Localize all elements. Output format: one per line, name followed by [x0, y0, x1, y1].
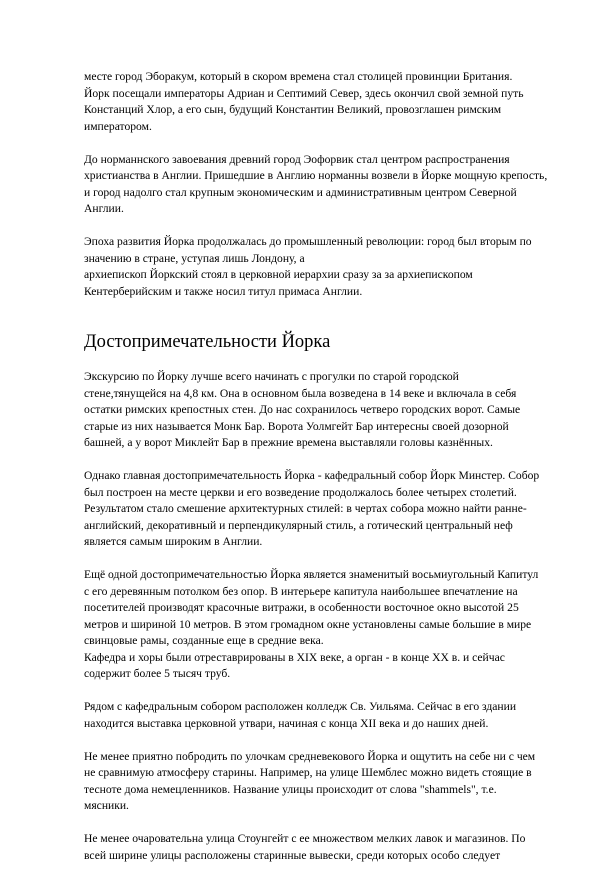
- text-line: месте город Эборакум, который в скором времена стал столицей провинции Британия.: [84, 70, 513, 83]
- text-line: свинцовые рамы, созданные еще в средние века.: [84, 634, 324, 647]
- text-line: английский, декоративный и перпендикулярный стиль, а готический центральный неф: [84, 518, 513, 532]
- text-line: стене,тянущейся на 4,8 км. Она в основном была возведена в 14 веке и включала в себя: [84, 386, 517, 400]
- paragraph-chapter-house: [84, 567, 556, 683]
- paragraph-city-walls: [84, 369, 556, 452]
- text-line: Рядом с кафедральным собором расположен колледж Св. Уильяма. Сейчас в его здании: [84, 700, 517, 713]
- text-line: архиепископ Йоркский стоял в церковной иерархии сразу за за архиепископом: [84, 268, 473, 281]
- text-line: Не менее приятно побродить по улочкам средневекового Йорка и ощутить на себе ни с чем: [84, 749, 536, 763]
- text-line: метров и шириной 10 метров. В этом громадном окне установлены самые большие в мире: [84, 617, 532, 631]
- text-line: старые из них называется Монк Бар. Ворота Уолмгейт Бар интересны своей дозорной: [84, 419, 509, 433]
- text-line: находится выставка церковной утвари, начиная с конца XII века и до наших дней.: [84, 716, 489, 730]
- text-line: До норманнского завоевания древний город Эофорвик стал центром распространения: [84, 152, 510, 166]
- text-line: остатки римских крепостных стен. До нас сохранилось четверо городских ворот. Самые: [84, 403, 521, 416]
- text-line: Кафедра и хоры были отреставрированы в XIX веке, а орган - в конце XX в. и сейчас: [84, 650, 505, 664]
- paragraph-york-minster: [84, 468, 556, 551]
- text-line: Констанций Хлор, а его сын, будущий Константин Великий, провозглашен римским: [84, 103, 502, 116]
- text-line: был построен на месте церкви и его возведение продолжалось более четырех столетий.: [84, 485, 517, 499]
- text-line: и город надолго стал крупным экономическим и административным центром Северной: [84, 185, 517, 199]
- text-line: Англии.: [84, 202, 124, 215]
- text-line: Ещё одной достопримечательностью Йорка является знаменитый восьмиугольный Капитул: [84, 568, 539, 581]
- text-line: Экскурсию по Йорку лучше всего начинать с прогулки по старой городской: [84, 370, 459, 383]
- text-line: содержит более 5 тысяч труб.: [84, 667, 231, 680]
- text-line: башней, а у ворот Миклейт Бар в прежние времена выставляли головы казнённых.: [84, 436, 493, 449]
- text-line: Результатом стало смешение архитектурных стилей: в чертах собора можно найти ранне-: [84, 502, 527, 515]
- text-line: Не менее очаровательна улица Стоунгейт с ее множеством мелких лавок и магазинов. По: [84, 832, 526, 845]
- text-line: христианства в Англии. Пришедшие в Англию норманны возвели в Йорке мощную крепость,: [84, 169, 548, 182]
- text-line: Йорк посещали императоры Адриан и Септимий Север, здесь окончил свой земной путь: [84, 86, 524, 100]
- text-line: всей ширине улицы расположены старинные вывески, среди которых особо следует: [84, 848, 501, 862]
- text-line: Кентерберийским и также носил титул примаса Англии.: [84, 284, 363, 298]
- text-line: с его деревянным потолком без опор. В интерьере капитула наибольшее впечатление на: [84, 584, 518, 598]
- text-line: мясники.: [84, 799, 129, 812]
- paragraph-roman-york: [84, 69, 556, 135]
- paragraph-stonegate: [84, 831, 556, 864]
- section-heading: Достопримечательности Йорка: [84, 332, 331, 352]
- paragraph-norman-conquest: [84, 152, 556, 218]
- document-body: [84, 69, 556, 881]
- text-line: является самым широким в Англии.: [84, 535, 263, 548]
- text-line: Однако главная достопримечательность Йорка - кафедральный собор Йорк Минстер. Собор: [84, 469, 540, 482]
- paragraph-st-william-college: [84, 699, 556, 732]
- text-line: не сравнимую атмосферу старины. Например, на улице Шемблес можно видеть стоящие в: [84, 766, 532, 779]
- text-line: Эпоха развития Йорка продолжалась до промышленный революции: город был вторым по: [84, 235, 532, 248]
- text-line: значению в стране, уступая лишь Лондону, а: [84, 251, 305, 265]
- text-line: тесноте дома немецленников. Название улицы происходит от слова "shammels", т.е.: [84, 782, 497, 796]
- text-line: императором.: [84, 119, 152, 133]
- paragraph-shambles: [84, 749, 556, 815]
- text-line: посетителей производят красочные витражи, в особенности восточное окно высотой 25: [84, 601, 519, 614]
- paragraph-development-era: [84, 234, 556, 300]
